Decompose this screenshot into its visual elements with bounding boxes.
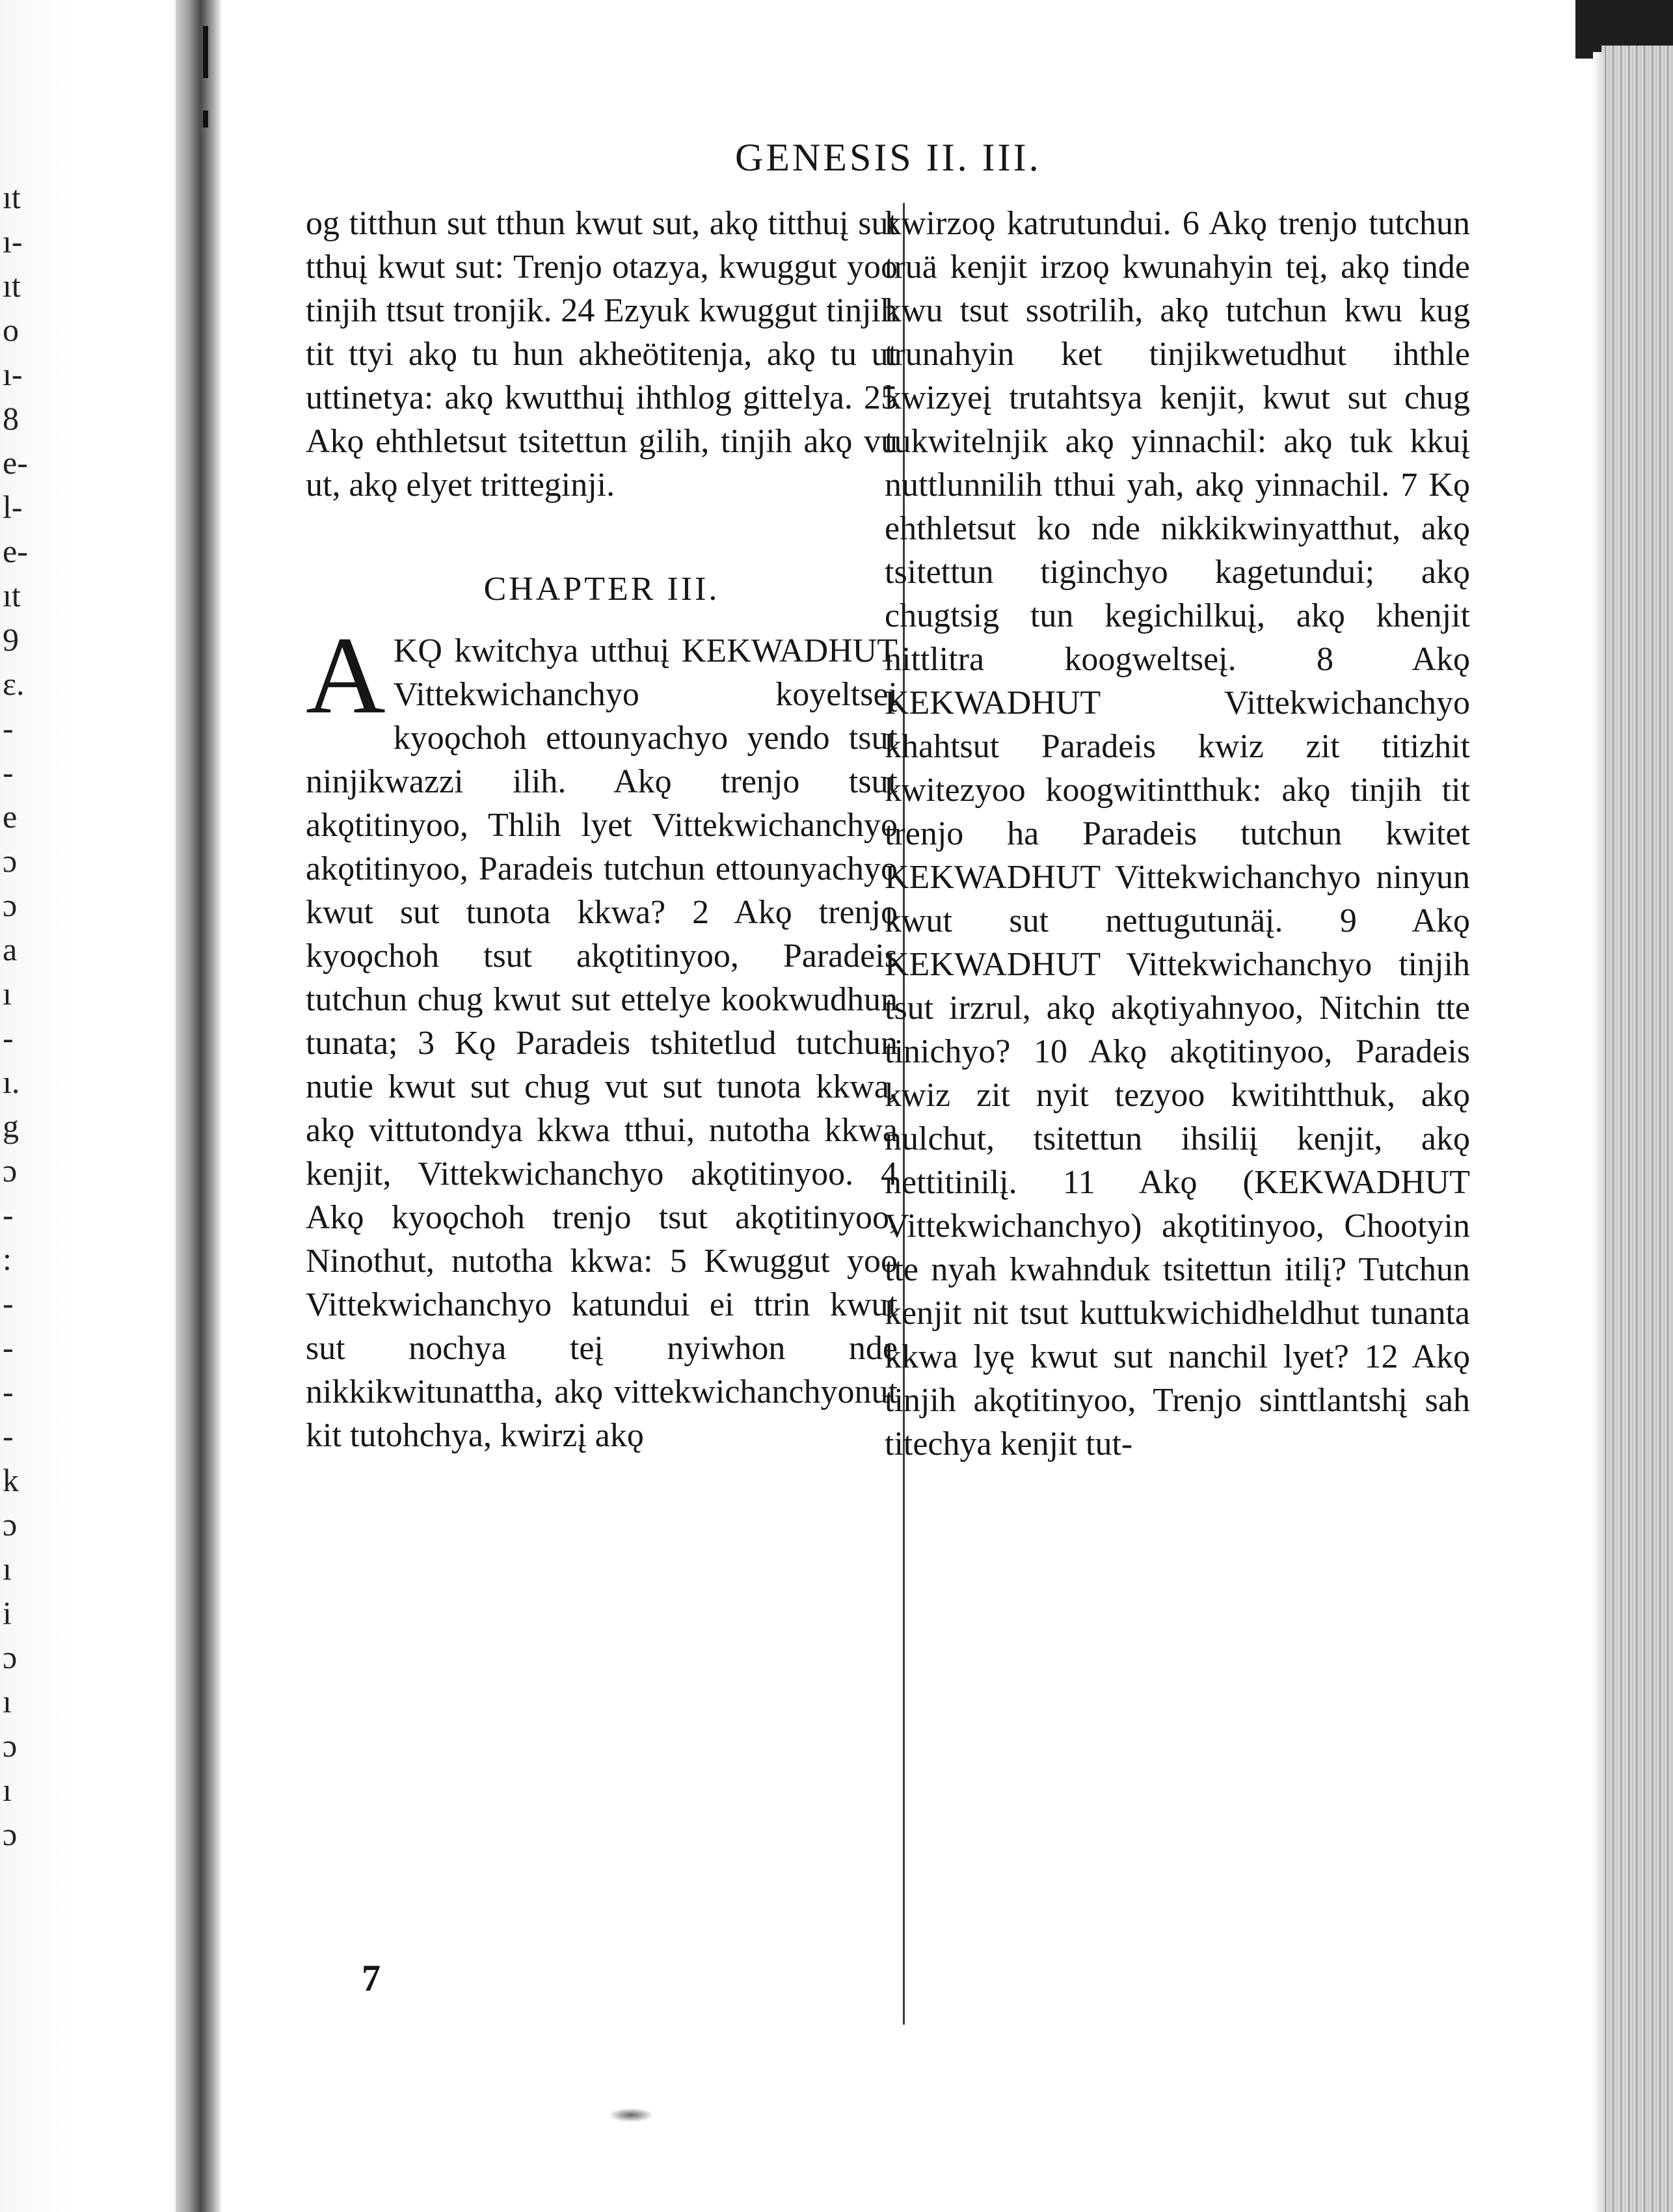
drop-cap: A [306,614,386,736]
previous-page-fragment: ı- [3,223,23,260]
previous-page-fragment: - [3,1285,14,1321]
verse-paragraph: kwirzoǫ katrutundui. 6 Akǫ trenjo tutchun truä kenjit irzoǫ kwunahyin teį, akǫ tinde kwu tsut ssotrilih, akǫ tutchun kwu kug trunahyin ket tinjikwetudhut ihthle kwizyeį trutahtsya kenjit, kwut sut chug tukwitelnjik akǫ yinnachil: akǫ tuk kkuį nuttlunnilih tthui yah, akǫ yinnachil. 7 Kǫ ehthletsut ko nde nikkikwinyatthut, akǫ tsitettun tiginchyo kagetundui; akǫ chugtsig tun kegichilkuį, akǫ khenjit nittlitra koogweltseį. 8 Akǫ KEKWADHUT Vittekwichanchyo khahtsut Paradeis kwiz zit titizhit kwitezyoo koogwitintthuk: akǫ tinjih tit trenjo ha Paradeis tutchun kwitet KEKWADHUT Vittekwichanchyo ninyun kwut sut nettugutunäį. 9 Akǫ KEKWADHUT Vittekwichanchyo tinjih tsut irzrul, akǫ akǫtiyahnyoo, Nitchin tte tinichyo? 10 Akǫ akǫtitinyoo, Paradeis kwiz zit nyit tezyoo kwitihtthuk, akǫ nulchut, tsitettun ihsiliį kenjit, akǫ nettitinilį. 11 Akǫ (KEKWADHUT Vittekwichanchyo) akǫtitinyoo, Chootyin tte nyah kwahnduk tsitettun itilį? Tutchun kenjit nit tsut kuttukwichidheldhut tunanta kkwa lyę kwut sut nanchil lyet? 12 Akǫ tinjih akǫtitinyoo, Trenjo sinttlantshį sah titechya kenjit tut- [885,205,1470,1463]
previous-page-fragment: ıt [3,267,21,304]
previous-page-fragment: ɛ. [3,666,25,702]
previous-page-fragment: ɔ [3,1506,18,1543]
previous-page-fragment: i [3,1595,12,1631]
previous-page-fragment: ı [3,975,12,1012]
previous-page-fragment: ı [3,1550,12,1587]
previous-page-fragment: - [3,1373,14,1410]
ink-smudge [608,2108,654,2122]
right-column [885,202,1470,1466]
previous-page-fragment: g [3,1108,19,1144]
signature-mark: 7 [362,1957,381,1999]
left-column [306,202,898,1457]
previous-page-fragment: ı [3,1772,12,1808]
previous-page-fragment: ı. [3,1064,20,1100]
previous-page-fragment: e- [3,444,28,481]
previous-page-fragment: ɔ [3,887,18,923]
gutter-mark [203,26,208,78]
previous-page-fragment: 9 [3,621,19,658]
previous-page-fragment: ɔ [3,1152,18,1189]
previous-page-fragment: ı [3,1683,12,1720]
previous-page-fragment: ıt [3,179,21,215]
previous-page-fragment: - [3,754,14,790]
previous-page-fragment: ɔ [3,1727,18,1764]
previous-page-fragment: - [3,1019,14,1056]
previous-page-fragment: ıt [3,577,21,614]
previous-page-edge [0,0,183,2212]
book-gutter [176,0,221,2212]
previous-page-fragment: o [3,312,19,348]
chapter-text: KǪ kwitchya utthuį KEKWADHUT Vittekwichanchyo koyeltseį kyoǫchoh ettounyachyo yendo tsut ninjikwazzi ilih. Akǫ trenjo tsut akǫtitinyoo, Thlih lyet Vittekwichanchyo akǫtitinyoo, Paradeis tutchun ettounyachyo kwut sut tunota kkwa? 2 Akǫ trenjo kyoǫchoh tsut akǫtitinyoo, Paradeis tutchun chug kwut sut ettelye kookwudhun tunata; 3 Kǫ Paradeis tshitetlud tutchun nutie kwut sut chug vut sut tunota kkwa, akǫ vittutondya kkwa tthui, nutotha kkwa kenjit, Vittekwichanchyo akǫtitinyoo. 4 Akǫ kyoǫchoh trenjo tsut akǫtitinyoo, Ninothut, nutotha kkwa: 5 Kwuggut yoo Vittekwichanchyo katundui ei ttrin kwut sut nochya teį nyiwhon nde nikkikwitunattha, akǫ vittekwichanchyonut kit tutohchya, kwirzį akǫ [306,632,898,1454]
verse-paragraph: og titthun sut tthun kwut sut, akǫ titthuį sut tthuį kwut sut: Trenjo otazya, kwuggut yoo tinjih ttsut tronjik. 24 Ezyuk kwuggut tinjih tit ttyi akǫ tu hun akheötitenja, akǫ tu ut uttinetya: akǫ kwutthuį ihthlog gittelya. 25 Akǫ ehthletsut tsitettun gilih, tinjih akǫ vu ut, akǫ elyet tritteginji. [306,205,898,504]
previous-page-fragment: - [3,1418,14,1454]
previous-page-fragment: ɔ [3,1639,18,1675]
previous-page-fragment: - [3,710,14,746]
previous-page-fragment: 8 [3,400,19,437]
previous-page-fragment: ɔ [3,843,18,879]
gutter-mark [203,111,208,128]
chapter-heading: CHAPTER III. [483,571,720,608]
previous-page-fragment: e [3,798,18,835]
previous-page-fragment: a [3,931,18,967]
previous-page-fragment: : [3,1241,12,1277]
previous-page-fragment: - [3,1329,14,1366]
previous-page-fragment: ı- [3,356,23,392]
running-head: GENESIS II. III. [735,136,1041,179]
previous-page-fragment: k [3,1462,19,1498]
previous-page-fragment: e- [3,533,28,569]
previous-page-fragment: l- [3,489,23,525]
previous-page-fragment: - [3,1196,14,1233]
previous-page-fragment: ɔ [3,1816,18,1852]
chapter-opening-paragraph [306,614,898,1457]
page-stack-edge [1601,46,1673,2212]
page-edge-shadow [1593,52,1605,2212]
